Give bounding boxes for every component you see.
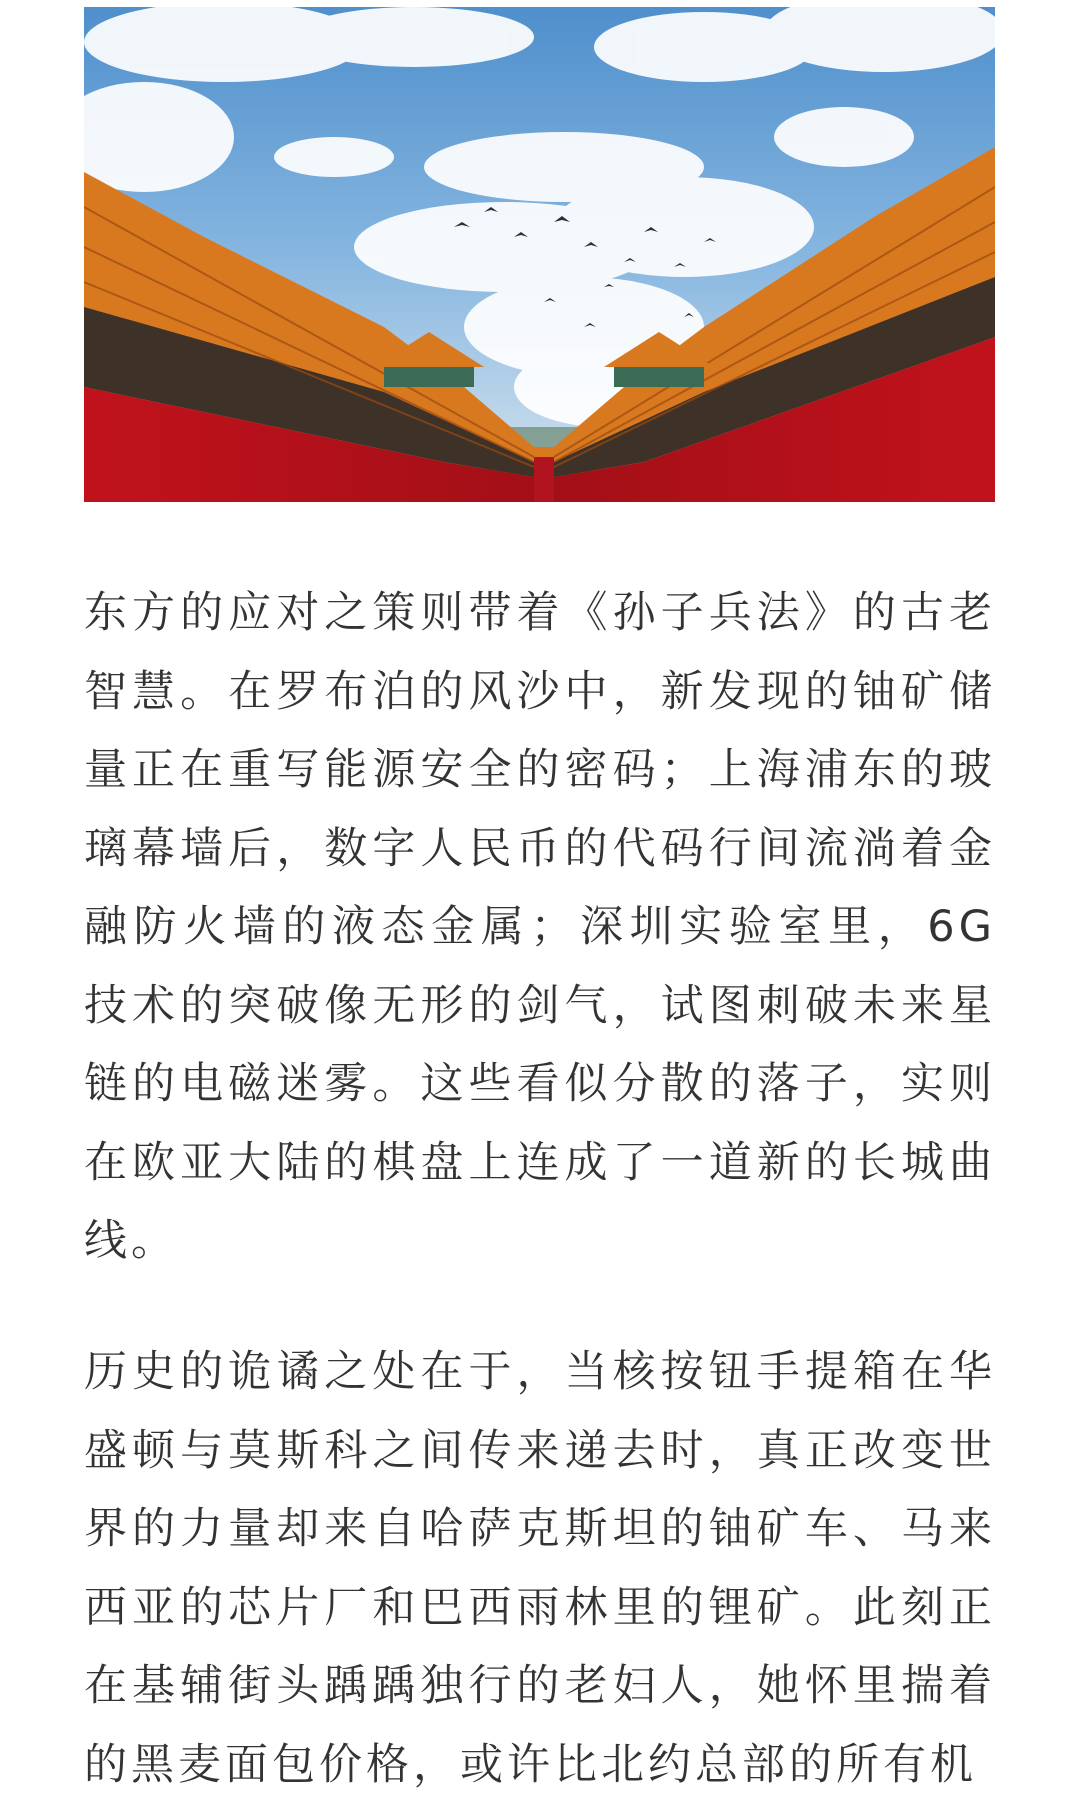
paragraph-2: 历史的诡谲之处在于，当核按钮手提箱在华盛顿与莫斯科之间传来递去时，真正改变世界的力量却来自哈萨克斯坦的铀矿车、马来西亚的芯片厂和巴西雨林里的锂矿。此刻正在基辅街头踽踽独行的老妇人，她怀里揣着的黑麦面包价格，或许比北约总部的所有机 [84, 1347, 996, 1790]
paragraph-1: 东方的应对之策则带着《孙子兵法》的古老智慧。在罗布泊的风沙中，新发现的铀矿储量正在重写能源安全的密码；上海浦东的玻璃幕墙后，数字人民币的代码行间流淌着金融防火墙的液态金属；深圳实验室里，6G技术的突破像无形的剑气，试图刺破未来星链的电磁迷雾。这些看似分散的落子，实则在欧亚大陆的棋盘上连成了一道新的长城曲线。 [84, 588, 996, 1266]
hero-image [84, 7, 995, 502]
